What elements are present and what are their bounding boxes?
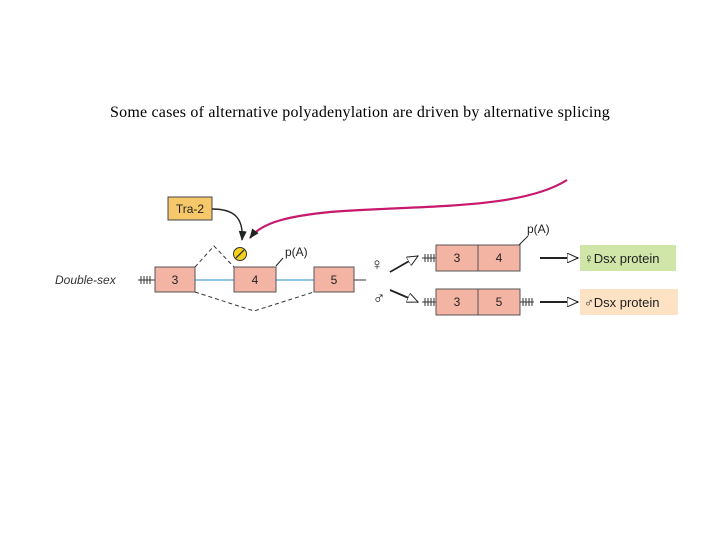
- male-mrna-exon-3-label: 3: [453, 295, 461, 309]
- gene-label: Double-sex: [55, 273, 116, 287]
- polya-label-female: p(A): [527, 222, 550, 236]
- male-arrow: [390, 290, 418, 302]
- exon-3-label: 3: [171, 273, 179, 287]
- male-symbol: ♂: [372, 289, 386, 308]
- female-splice-path: [195, 246, 234, 267]
- female-product-label: ♀Dsx protein: [584, 251, 660, 266]
- male-splice-path: [195, 292, 314, 311]
- tra2-signal-curve: [250, 180, 567, 238]
- female-symbol: ♀: [370, 255, 384, 274]
- exon-4-label: 4: [251, 273, 259, 287]
- female-mrna-exon-3-label: 3: [453, 251, 461, 265]
- male-mrna-exon-5-label: 5: [495, 295, 503, 309]
- male-product-label: ♂Dsx protein: [584, 295, 660, 310]
- hash-marks-female: [422, 254, 436, 262]
- tra2-label: Tra-2: [175, 202, 205, 216]
- tra2-arrow: [212, 209, 242, 240]
- exon-5-label: 5: [330, 273, 338, 287]
- female-mrna-exon-4-label: 4: [495, 251, 503, 265]
- slide-title: Some cases of alternative polyadenylation are driven by alternative splicing: [110, 104, 610, 121]
- female-arrow: [390, 256, 418, 272]
- polya-label-gene: p(A): [285, 245, 308, 259]
- hash-marks-male: [422, 298, 436, 306]
